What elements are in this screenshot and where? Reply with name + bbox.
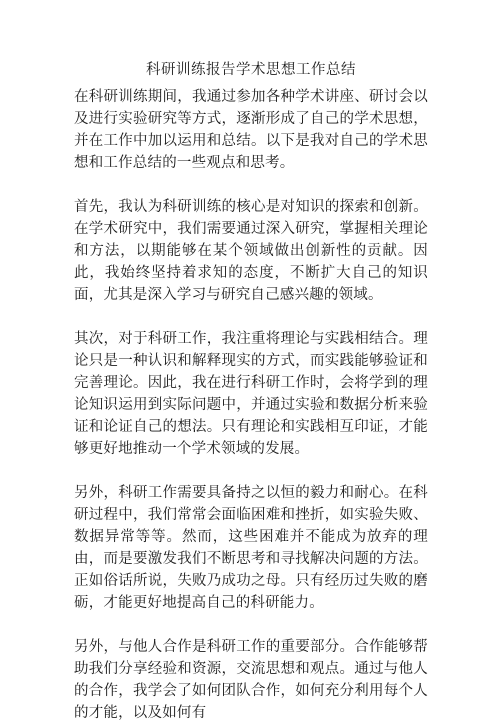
document-title: 科研训练报告学术思想工作总结 — [146, 62, 356, 78]
paragraph-intro: 在科研训练期间，我通过参加各种学术讲座、研讨会以及进行实验研究等方式，逐渐形成了自己的学术思想，并在工作中加以运用和总结。以下是我对自己的学术思想和工作总结的一些观点和思考。 — [74, 89, 428, 171]
paragraph-second: 其次，对于科研工作，我注重将理论与实践相结合。理论只是一种认识和解释现实的方式，而实践能够验证和完善理论。因此，我在进行科研工作时，会将学到的理论知识运用到实际问题中，并通过实验和数据分析来验证和论证自己的想法。只有理论和实践相互印证，才能够更好地推动一个学术领域的发展。 — [74, 331, 428, 457]
paragraph-fourth: 另外，与他人合作是科研工作的重要部分。合作能够帮助我们分享经验和资源，交流思想和观点。通过与他人的合作，我学会了如何团队合作，如何充分利用每个人的才能，以及如何有 — [74, 639, 428, 721]
paragraph-third: 另外，科研工作需要具备持之以恒的毅力和耐心。在科研过程中，我们常常会面临困难和挫折，如实验失败、数据异常等等。然而，这些困难并不能成为放弃的理由，而是要激发我们不断思考和寻找解决问题的方法。正如俗话所说，失败乃成功之母。只有经历过失败的磨砺，才能更好地提高自己的科研能力。 — [74, 485, 428, 611]
paragraph-first: 首先，我认为科研训练的核心是对知识的探索和创新。在学术研究中，我们需要通过深入研究，掌握相关理论和方法，以期能够在某个领域做出创新性的贡献。因此，我始终坚持着求知的态度，不断扩大自己的知识面，尤其是深入学习与研究自己感兴趣的领域。 — [74, 199, 428, 303]
